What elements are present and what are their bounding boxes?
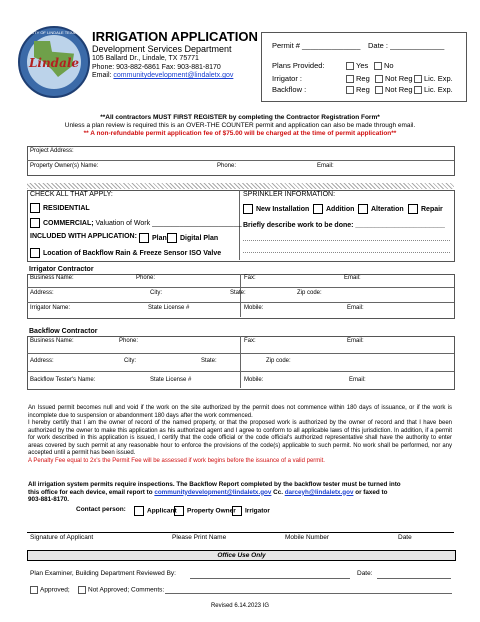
valuation-field[interactable]: Valuation of Work _______________________ <box>95 219 242 227</box>
backflow-email-field[interactable]: Email: <box>347 338 364 344</box>
backflow-label: Backflow : <box>272 85 307 94</box>
inspection-notice: All irrigation system permits require inspections. The Backflow Report completed by the backflow tester must be turned into this office for each device, email report to communitydevelopment@lindaletx.gov Cc. darceyh@lindaletx.gov or faxed to 903-881-8170. <box>28 481 401 503</box>
permit-box <box>261 32 467 102</box>
digital-plan-checkbox[interactable]: Digital Plan <box>167 233 218 243</box>
checkbox-icon <box>30 586 38 594</box>
backflow-reg-option[interactable]: Reg <box>346 85 370 94</box>
checkbox-icon <box>374 62 382 70</box>
checkbox-icon <box>375 86 383 94</box>
not-approved-option[interactable]: Not Approved; Comments: <box>78 586 164 594</box>
owner-email-field[interactable]: Email: <box>317 163 334 169</box>
residential-checkbox[interactable]: RESIDENTIAL <box>30 203 90 213</box>
email-label: Email: <box>92 72 112 79</box>
irrigator-business-field[interactable]: Business Name: <box>30 275 74 281</box>
terms-paragraph <box>28 405 452 465</box>
backflow-mobile-field[interactable]: Mobile: <box>244 377 264 383</box>
checkbox-icon <box>174 506 184 516</box>
plans-yes-option[interactable]: Yes <box>346 61 368 70</box>
irrigator-city-field[interactable]: City: <box>150 290 162 296</box>
backflow-address-field[interactable]: Address: <box>30 358 54 364</box>
revision-footer: Revised 6.14.2023 IG <box>210 603 270 609</box>
certification-text: I hereby certify that I am the owner of record of the named property, or that the proposed work is authorized by the owner of record and that I have been authorized by the owner to make this application as his authorized agent and I agree to conform to all applicable laws of this jurisdiction. In addition, if a permit for work described in this application is issued, I certify that the code official or the code official's authorized representative shall have the authority to enter areas covered by such permit at any reasonable hour to enforce the provisions of the code(s) applicable to such permit. No work shall be performed, nor any accepted until a permit has been issued. <box>28 420 452 456</box>
work-description-field[interactable]: Briefly describe work to be done: _______________________ <box>243 222 445 229</box>
checkbox-icon <box>414 75 422 83</box>
irrigator-label: Irrigator : <box>272 74 303 83</box>
checkbox-icon <box>78 586 86 594</box>
checkbox-icon <box>414 86 422 94</box>
backflow-location-checkbox[interactable]: Location of Backflow Rain & Freeze Sensor ISO Valve <box>30 248 221 258</box>
irrigator-phone-field[interactable]: Phone: <box>136 275 156 281</box>
email-line <box>92 72 233 81</box>
addition-checkbox[interactable]: Addition <box>313 204 354 214</box>
contact-person-label: Contact person: <box>76 506 126 513</box>
irrigator-name-field[interactable]: Irrigator Name: <box>30 305 71 311</box>
repair-checkbox[interactable]: Repair <box>408 204 443 214</box>
contact-owner-checkbox[interactable]: Property Owner <box>174 506 236 516</box>
irrigator-not-reg-option[interactable]: Not Reg <box>375 74 413 83</box>
irrigator-email2-field[interactable]: Email: <box>347 305 364 311</box>
backflow-email2-field[interactable]: Email: <box>349 377 366 383</box>
backflow-tester-name-field[interactable]: Backflow Tester's Name: <box>30 377 96 383</box>
contact-block <box>92 55 233 81</box>
hatched-divider <box>27 183 454 189</box>
sprinkler-heading: SPRINKLER INFORMATION: <box>243 191 336 198</box>
checkbox-icon <box>346 86 354 94</box>
backflow-zip-field[interactable]: Zip code: <box>266 358 291 364</box>
permit-void-text: An Issued permit becomes null and void if the work on the site authorized by the permit does not commence within 180 days of issuance, or if the work is incomplete due to suspension or abandonment 180 days after the work commenced. <box>28 405 452 419</box>
irrigator-lic-exp-option[interactable]: Lic. Exp. <box>414 74 453 83</box>
approved-option[interactable]: Approved; <box>30 586 70 594</box>
irrigator-email-field[interactable]: Email: <box>344 275 361 281</box>
plan-examiner-field[interactable] <box>190 578 350 579</box>
checkbox-icon <box>346 75 354 83</box>
checkbox-icon <box>139 233 149 243</box>
irrigator-contractor-heading: Irrigator Contractor <box>29 266 94 273</box>
city-seal-logo <box>18 26 90 98</box>
alteration-checkbox[interactable]: Alteration <box>358 204 404 214</box>
checkbox-icon <box>30 203 40 213</box>
property-owner-field[interactable]: Property Owner(s) Name: <box>30 163 99 169</box>
checkbox-icon <box>408 204 418 214</box>
checkbox-icon <box>30 218 40 228</box>
checkbox-icon <box>243 204 253 214</box>
checkbox-icon <box>232 506 242 516</box>
project-address-field[interactable]: Project Address: <box>30 148 74 154</box>
irrigator-mobile-field[interactable]: Mobile: <box>244 305 264 311</box>
commercial-checkbox[interactable]: COMMERCIAL; Valuation of Work _______________________ <box>30 218 242 228</box>
office-use-banner: Office Use Only <box>27 550 456 561</box>
checkbox-icon <box>346 62 354 70</box>
owner-phone-field[interactable]: Phone: <box>217 163 237 169</box>
registration-notice: **All contractors MUST FIRST REGISTER by completing the Contractor Registration Form* <box>100 114 380 121</box>
page-title: IRRIGATION APPLICATION <box>92 29 258 44</box>
community-email-link[interactable]: communitydevelopment@lindaletx.gov <box>154 488 272 496</box>
irrigator-state-field[interactable]: State: <box>230 290 246 296</box>
irrigator-fax-field[interactable]: Fax: <box>244 275 256 281</box>
backflow-business-field[interactable]: Business Name: <box>30 338 74 344</box>
plans-no-option[interactable]: No <box>374 61 394 70</box>
comments-field[interactable] <box>165 593 452 594</box>
irrigator-reg-option[interactable]: Reg <box>346 74 370 83</box>
check-all-heading: CHECK ALL THAT APPLY: <box>30 191 113 198</box>
plans-provided-label: Plans Provided: <box>272 61 325 70</box>
mobile-number-label: Mobile Number <box>285 534 330 541</box>
backflow-city-field[interactable]: City: <box>124 358 136 364</box>
project-info-box <box>27 146 455 176</box>
plan-review-notice: Unless a plan review is required this is an OVER-THE COUNTER permit and application can also be made through email. <box>64 122 416 129</box>
date-label: Date <box>398 534 412 541</box>
checkbox-icon <box>134 506 144 516</box>
permit-date-field[interactable]: Date : _____________ <box>368 41 445 50</box>
backflow-contractor-heading: Backflow Contractor <box>29 328 98 335</box>
irrigator-license-field[interactable]: State License # <box>148 305 190 311</box>
included-label: INCLUDED WITH APPLICATION: <box>30 233 137 240</box>
permit-number-field[interactable]: Permit # ______________ <box>272 41 361 50</box>
plan-examiner-label: Plan Examiner, Building Department Reviewed By: <box>30 570 176 577</box>
checkbox-icon <box>167 233 177 243</box>
darceyh-email-link[interactable]: darceyh@lindaletx.gov <box>284 488 354 496</box>
backflow-state-field[interactable]: State: <box>201 358 217 364</box>
office-date-label: Date: <box>357 570 373 577</box>
signature-label: Signature of Applicant <box>30 534 94 541</box>
checkbox-icon <box>375 75 383 83</box>
new-installation-checkbox[interactable]: New Installation <box>243 204 309 214</box>
irrigator-zip-field[interactable]: Zip code: <box>297 290 322 296</box>
department-name: Development Services Department <box>92 44 232 54</box>
fee-notice: ** A non-refundable permit application fee of $75.00 will be charged at the time of permit application** <box>83 130 397 137</box>
checkbox-icon <box>313 204 323 214</box>
backflow-phone-field[interactable]: Phone: <box>119 338 139 344</box>
phone-fax-line: Phone: 903-882-6861 Fax: 903-881-8170 <box>92 63 221 71</box>
print-name-label: Please Print Name <box>172 534 227 541</box>
seal-ring-text: CITY OF LINDALE TEXAS <box>30 30 78 35</box>
office-date-field[interactable] <box>377 578 451 579</box>
checkbox-icon <box>358 204 368 214</box>
backflow-not-reg-option[interactable]: Not Reg <box>375 85 413 94</box>
signature-line[interactable] <box>27 532 454 533</box>
penalty-text: A Penalty Fee equal to 2x's the Permit Fee will be assessed if work begins before the issuance of a valid permit. <box>28 457 325 464</box>
irrigator-address-field[interactable]: Address: <box>30 290 54 296</box>
department-email-link[interactable]: communitydevelopment@lindaletx.gov <box>113 72 234 79</box>
address-line: 105 Ballard Dr., Lindale, TX 75771 <box>92 55 199 62</box>
contact-applicant-checkbox[interactable]: Applicant <box>134 506 177 516</box>
backflow-license-field[interactable]: State License # <box>150 377 192 383</box>
backflow-fax-field[interactable]: Fax: <box>244 338 256 344</box>
contact-irrigator-checkbox[interactable]: Irrigator <box>232 506 270 516</box>
plan-checkbox[interactable]: Plan <box>139 233 167 243</box>
irrigator-contractor-box <box>27 274 455 319</box>
checkbox-icon <box>30 248 40 258</box>
backflow-lic-exp-option[interactable]: Lic. Exp. <box>414 85 453 94</box>
seal-word: Lindale <box>28 56 80 70</box>
